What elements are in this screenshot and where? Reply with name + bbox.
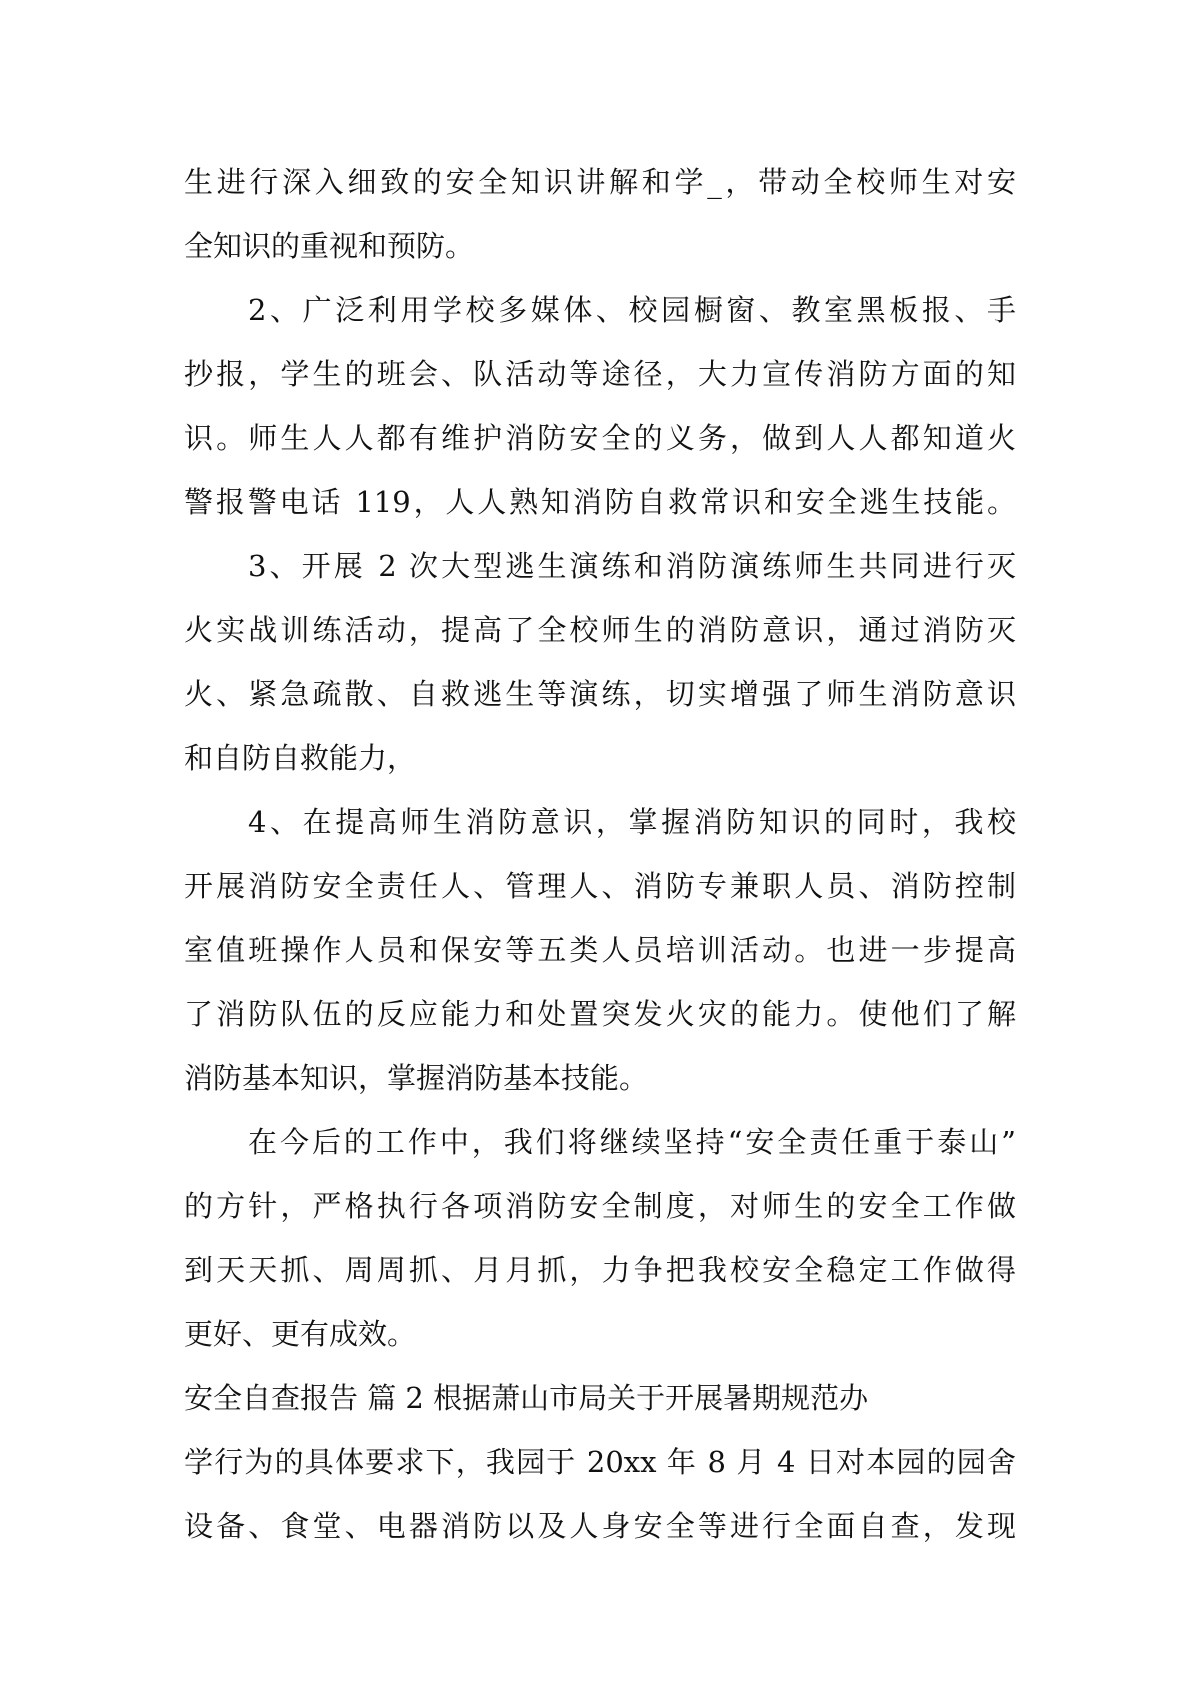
text-line: 开展消防安全责任人、管理人、消防专兼职人员、消防控制 (184, 869, 1016, 903)
text-line: 了消防队伍的反应能力和处置突发火灾的能力。使他们了解 (184, 997, 1016, 1031)
text-line: 更好、更有成效。 (184, 1317, 417, 1351)
section-heading-line: 安全自查报告 篇 2 根据萧山市局关于开展暑期规范办 (184, 1381, 869, 1415)
text-line: 火、紧急疏散、自救逃生等演练，切实增强了师生消防意识 (184, 677, 1016, 711)
text-line: 警报警电话 119，人人熟知消防自救常识和安全逃生技能。 (184, 485, 1016, 519)
text-line: 生进行深入细致的安全知识讲解和学_，带动全校师生对安 (184, 165, 1016, 199)
text-line: 和自防自救能力， (184, 741, 417, 775)
paragraph-start-line: 在今后的工作中，我们将继续坚持“安全责任重于泰山” (248, 1125, 1016, 1159)
paragraph-start-line: 2、广泛利用学校多媒体、校园橱窗、教室黑板报、手 (248, 293, 1016, 327)
text-line: 的方针，严格执行各项消防安全制度，对师生的安全工作做 (184, 1189, 1016, 1223)
text-line: 全知识的重视和预防。 (184, 229, 475, 263)
paragraph-start-line: 4、在提高师生消防意识，掌握消防知识的同时，我校 (248, 805, 1016, 839)
text-line: 到天天抓、周周抓、月月抓，力争把我校安全稳定工作做得 (184, 1253, 1016, 1287)
text-line: 识。师生人人都有维护消防安全的义务，做到人人都知道火 (184, 421, 1016, 455)
text-line: 学行为的具体要求下，我园于 20xx 年 8 月 4 日对本园的园舍 (184, 1445, 1016, 1479)
document-body (184, 150, 1016, 1558)
text-line: 消防基本知识，掌握消防基本技能。 (184, 1061, 649, 1095)
paragraph-start-line: 3、开展 2 次大型逃生演练和消防演练师生共同进行灭 (248, 549, 1016, 583)
text-line: 火实战训练活动，提高了全校师生的消防意识，通过消防灭 (184, 613, 1016, 647)
text-line: 室值班操作人员和保安等五类人员培训活动。也进一步提高 (184, 933, 1016, 967)
text-line: 设备、食堂、电器消防以及人身安全等进行全面自查，发现 (184, 1509, 1016, 1543)
text-line: 抄报，学生的班会、队活动等途径，大力宣传消防方面的知 (184, 357, 1016, 391)
